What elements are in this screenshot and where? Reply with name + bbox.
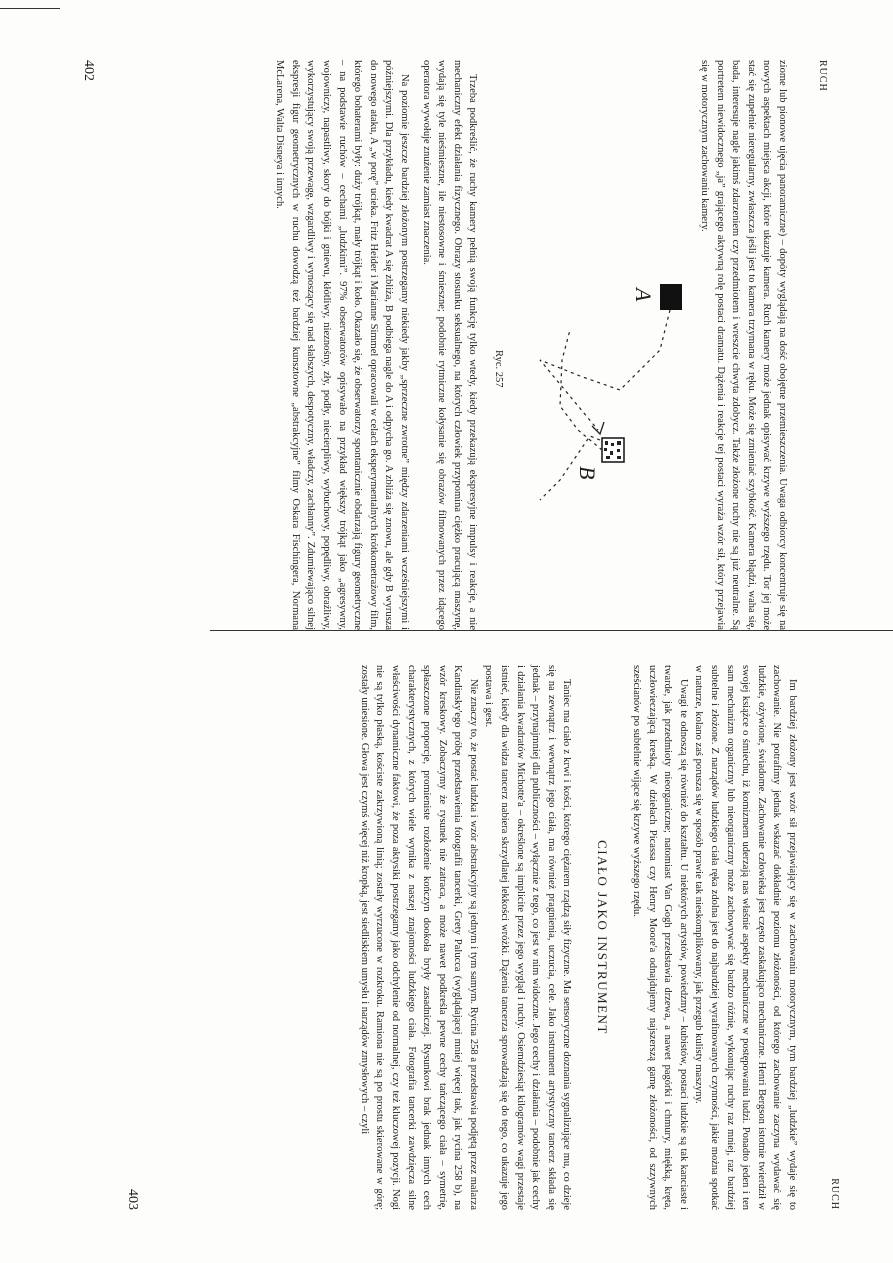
figure-diagram bbox=[480, 60, 690, 630]
paragraph: Na poziomie jeszcze bardziej złożonym postrzegamy niekiedy jakby „sprzeczne zwrotne” między zdarzeniami wcześniejszymi i późniejszymi. Dla przykładu, kiedy kwadrat A się zbliża, B podbiega nagle do A i odpycha go. A zbliża się znowu, ale gdy B wyrusza do nowego ataku, A „w porę” ucieka. Fritz Heider i Marianne Simmel opracowali w celach eksperymentalnych krótkometrażowy film, którego bohaterami były: duży trójkąt, mały trójkąt i koło. Okazało się, że obserwatorzy spontanicznie obdarzają figury geometryczne – na podstawie ruchów – cechami „ludzkimi”. 97% obserwatorów opisywało na przykład większy trójkąt jako „agresywny, wojowniczy, napastliwy, skory do bójki i gniewu, kłótliwy, nieznośny, zły, podły, niecierpliwy, wybuchowy, popędliwy, obraźliwy, wykorzystujący swoją przewagę, wzgardliwy i wynoszący się nad słabszych, despotyczny, władczy, zachłanny”. Zdumiewająco silnej ekspresji figur geometrycznych w ruchu dowodzą też bardziej kunsztowne „abstrakcyjne” filmy Oskara Fischingera, Normana McLarena, Walta Disneya i innych. bbox=[274, 60, 411, 630]
running-head: RUCH bbox=[817, 60, 828, 92]
paragraph: Nie znaczy to, że postać ludzka i wzór abstrakcyjny są jednym i tym samym. Rycina 258 a przedstawia podjętą przez malarza Kandinsky'ego próbę przedstawienia fotografii tancerki, Grety Palucca (wyglądającej mniej więcej tak, jak rycina 258 b), na wzór kreskowy. Zobaczymy że rysunek nie zatraca, a może nawet podkreśla pewne cechy tańczącego ciała – symetrię, spłaszczone proporcje, promieniste rozłożenie kończyn dookoła bryły zasadniczej. Rysunkowi brak jednak innych cech charakterystycznych, z których wiele wynika z naszej znajomości ludzkiego ciała. Fotografia tancerki zawdzięcza silne właściwości dynamiczne faktowi, że poza aktysiki postrzegamy jako odchylenie od normalnej, czy też kluczowej pozycji. Nogi nie są tylko płaską, kościste zakrzywioną linią; zostały wyrzucone w rozkroku. Ramiona nie są po prostu skierowane w górę; zostały uniesione. Głowa jest czymś więcej niż kropką, jest siedliskiem umysłu i narządów zmysłowych – czyli bbox=[358, 665, 479, 1210]
paragraph: Im bardziej złożony jest wzór sił przejawiający się w zachowaniu motorycznym, tym bardziej „ludzkie” wydaje się to zachowanie. Nie potrafimy jednak wskazać dokładnie poziomu złożoności, od którego zachowanie zaczyna wydawać się ludzkie, ożywione, świadome. Zachowanie człowieka jest często zaskakująco mechaniczne. Henri Bergson istotnie twierdził w swojej książce o śmiechu, iż komizmem uderzają nas właśnie aspekty mechaniczne w postępowaniu ludzi. Ponadto jeden i ten sam mechanizm organiczny lub nieorganiczny może zachowywać się bardzo różnie, wykonując ruchy raz mniej, raz bardziej subtelne i złożone. Z narządów ludzkiego ciała ręka zdolna jest do najbardziej wyrafinowanych czynności, jakie można spotkać w naturze, kolano zaś porusza się w sposób prawie tak nieskomplikowany, jak przegub kulisty maszyny. bbox=[693, 665, 798, 1210]
label-a: A bbox=[631, 288, 657, 302]
paragraph: Taniec ma ciało z krwi i kości, którego ciężarem rządzą siły fizyczne. Ma sensoryczne doznania sygnalizujące mu, co dzieje się na zewnątrz i wewnątrz jego ciała, ma również pragnienia, uczucia, cele. Jako instrument artystyczny tancerz składa się jednak – przynajmniej dla publiczności – wyłącznie z tego, co jest w nim widoczne. Jego cechy i działania – podobnie jak cechy i działania kwadratów Michotte'a – określone są implicite przez jego wygląd i ruchy. Osiemdziesiąt kilogramów wagi przestaje istnieć, kiedy dla widza tancerz nabiera skrzydlatej lekkości wróżki. Dążenia tancerza sprowadzają się do tego, co ukazuje jego postawa i gest. bbox=[483, 665, 573, 1210]
motion-path-b bbox=[560, 330, 602, 450]
page-number: 403 bbox=[125, 1189, 140, 1210]
text-column bbox=[272, 60, 790, 630]
page-402 bbox=[80, 60, 840, 630]
top-edge-line bbox=[0, 8, 60, 9]
section-heading: CIAŁO JAKO INSTRUMENT bbox=[595, 840, 611, 1035]
paragraph: Trzeba podkreślić, że ruchy kamery pełnią swoją funkcję tylko wtedy, kiedy przekazują ekspresyjne impulsy i reakcje, a nie mechaniczny efekt działania fizycznego. Obrazy stosunku seksualnego, na których człowiek przypomina ciężko pracującą maszynę, wydają się tyle nieśmieszne, ile niestosowne i śmieszne; podobnie rytmiczne kołysanie się obrazów filmowanych przez idącego operatora wywołuje znużenie zamiast znaczenia. bbox=[420, 60, 479, 630]
page-number: 402 bbox=[81, 60, 96, 81]
gutter-line bbox=[210, 630, 893, 631]
text-column bbox=[356, 665, 800, 1210]
square-a bbox=[660, 284, 682, 310]
figure-257 bbox=[480, 60, 690, 630]
paragraph: Uwagi te odnoszą się również do kształtu. U niektórych artystów, powiedzmy – kubistów, postaci ludzkie są tak kanciaste i twarde, jak przedmioty nieorganiczne; natomiast Van Gogh przedstawia drzewa, a nawet pagórki i chmury, miękką, kręta, uczłowieczającą kreską. W dziełach Picassa czy Henry Moore'a odnajdujemy najszerszą gamę złożoności, od szzywnych sześcianów po subtelnie wijące się krzywe wyższego rzędu. bbox=[631, 665, 689, 1210]
page-403 bbox=[85, 665, 850, 1210]
paragraph: ziome lub pionowe ujęcia panoramiczne) – dopóty wyglądają na dość obojętne przemieszczenia. Uwaga odbiorcy koncentruje się na nowych aspektach miejsca akcji, które ukazuje kamera. Ruch kamery może jednak opisywać krzywe wyższego rzędu. Tor jej może stać się zupełnie nieregularny, zwłaszcza jeśli jest to kamera trzymana w ręku. Może się zmieniać szybkość. Kamera błądzi, waha się, bada, interesuje nagle jakimś zdarzeniem czy przedmiotem i wreszcie chwyta zdobycz. Także złożone ruchy nie są już neutralne. Są portretem niewidocznego „ja” grającego aktywną rolę postaci dramatu. Dążenia i reakcje tej postaci wyraża wzór sił, który przejawia się w motorycznym zachowaniu kamery. bbox=[699, 60, 788, 630]
running-head: RUCH bbox=[829, 1178, 840, 1210]
motion-path-a bbox=[540, 310, 670, 430]
arrow-head bbox=[592, 422, 604, 434]
figure-caption: Ryc. 257 bbox=[493, 350, 505, 388]
label-b: B bbox=[575, 466, 601, 480]
